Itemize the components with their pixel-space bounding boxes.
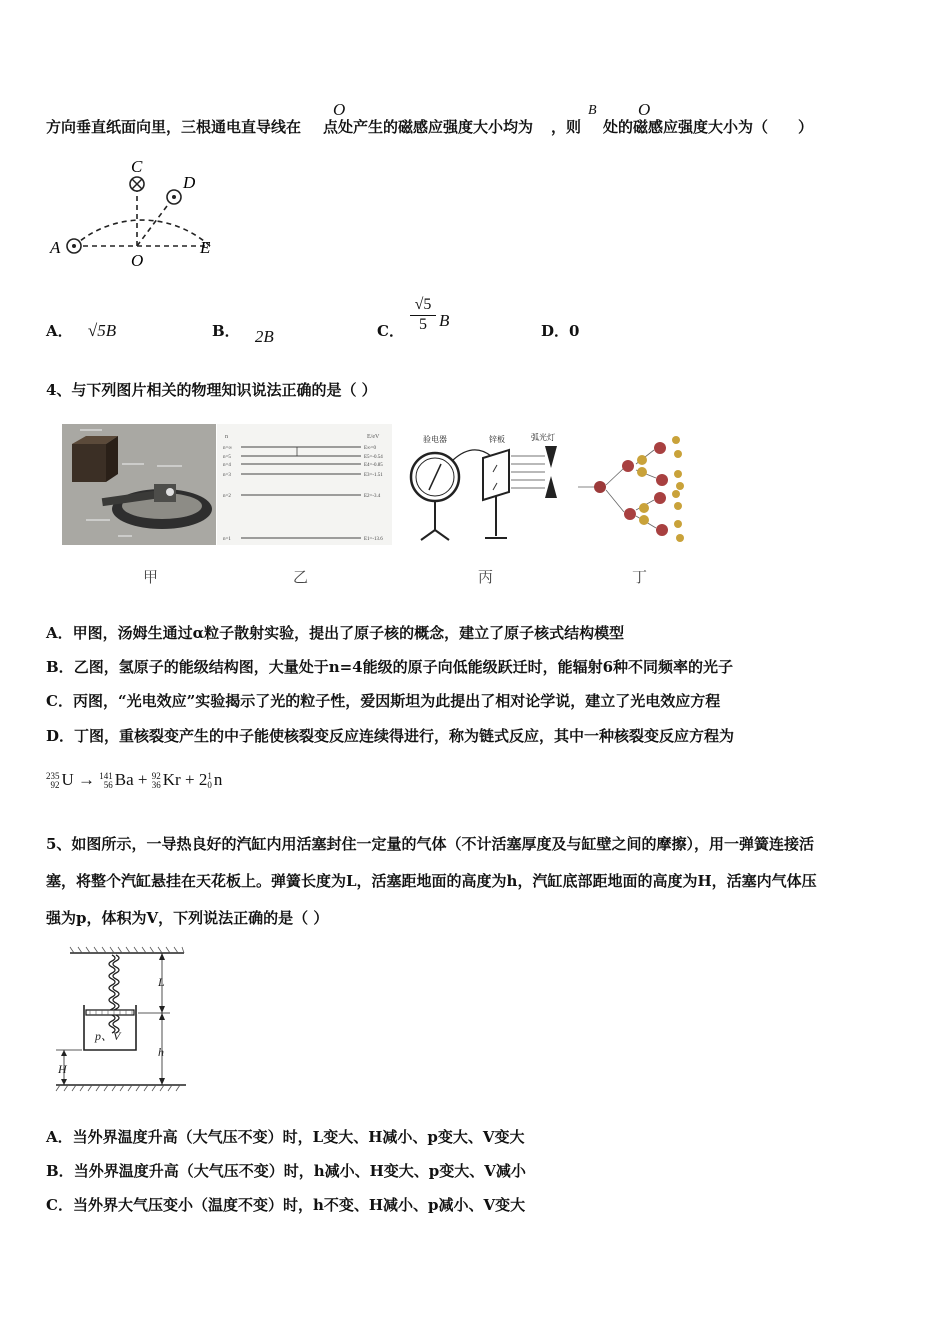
q4-stem: 4、与下列图片相关的物理知识说法正确的是（ ） — [46, 381, 377, 399]
q3-label-c: C — [131, 157, 143, 176]
q3-option-c-denominator: 5 — [419, 316, 427, 333]
q5-option-a[interactable] — [46, 1126, 525, 1147]
q3-option-a[interactable] — [46, 320, 116, 341]
caption-bing: 丙 — [478, 568, 494, 586]
arc-lamp-icon — [545, 446, 557, 498]
q3-symbol-o2: O — [638, 100, 651, 119]
q4-option-d-text: 丁图，重核裂变产生的中子能使核裂变反应连续得进行，称为链式反应，其中一种核裂变反应方程为 — [74, 727, 735, 745]
q3-option-b[interactable] — [212, 320, 274, 346]
fission-nuclei-icon — [594, 436, 684, 542]
q4-image-bing-photoelectric — [405, 432, 570, 550]
q3-option-a-value: √5B — [87, 321, 117, 340]
yi-e-4: E4=-0.85 — [364, 463, 383, 468]
q3-option-d-value: 0 — [569, 322, 580, 340]
n-mass: 1 — [207, 771, 212, 782]
bing-label-lamp: 弧光灯 — [531, 433, 555, 442]
q4-option-b[interactable] — [46, 656, 733, 677]
q3-label-d: D — [183, 173, 196, 192]
q4-option-c-text: 丙图，“光电效应”实验揭示了光的粒子性，爱因斯坦为此提出了相对论学说，建立了光电效应方程 — [72, 692, 721, 710]
q3-option-c-var: B — [439, 311, 450, 330]
kr-symbol: Kr — [162, 770, 181, 789]
q3-stem-part3: ，则 — [551, 118, 582, 136]
q3-stem — [46, 116, 813, 137]
q4-option-a-text: 甲图，汤姆生通过α粒子散射实验，提出了原子核的概念，建立了原子核式结构模型 — [72, 624, 625, 642]
q3-option-d[interactable] — [541, 320, 579, 341]
caption-jia: 甲 — [143, 568, 159, 586]
bing-label-electroscope: 验电器 — [423, 435, 447, 444]
q5-option-a-letter: A． — [46, 1128, 73, 1146]
q4-option-c[interactable] — [46, 690, 720, 711]
wire-c-in-icon — [130, 177, 144, 191]
q4-image-ding-chain-reaction — [572, 430, 697, 548]
q3-symbol-b: B — [588, 103, 597, 118]
plus-1: + — [137, 770, 148, 789]
wire-a-out-icon — [67, 239, 81, 253]
q3-semicircle — [74, 220, 210, 246]
reaction-arrow: → — [78, 770, 96, 789]
u-symbol: U — [61, 770, 74, 789]
q5-option-c-letter: C． — [46, 1196, 73, 1214]
yi-n-2: n=2 — [223, 494, 231, 499]
q5-option-b-letter: B． — [46, 1162, 74, 1180]
ba-isotope — [99, 772, 113, 790]
q4-option-a[interactable] — [46, 622, 624, 643]
yi-n-5: n=5 — [223, 455, 231, 460]
q4-option-a-letter: A． — [46, 624, 73, 642]
q3-stem-part1: 方向垂直纸面向里，三根通电直导线在 — [46, 118, 302, 136]
q5-label-big-h: H — [58, 1062, 67, 1076]
q5-stem-line2: 塞，将整个汽缸悬挂在天花板上。弹簧长度为L，活塞距地面的高度为h，汽缸底部距地面的高度为H，活塞内气体压 — [46, 872, 817, 890]
q3-label-o: O — [131, 251, 144, 270]
q3-option-a-letter: A． — [46, 322, 73, 340]
yi-e-2: E2=-3.4 — [364, 494, 381, 499]
q3-option-c-fraction — [410, 296, 436, 334]
n-symbol: n — [213, 770, 223, 789]
q4-option-c-letter: C． — [46, 692, 73, 710]
yi-e-5: E5=-0.54 — [364, 455, 383, 460]
u-mass: 235 — [46, 771, 60, 782]
q5-option-b[interactable] — [46, 1160, 526, 1181]
q4-option-b-letter: B． — [46, 658, 74, 676]
q3-option-b-letter: B． — [212, 322, 240, 340]
q4-image-jia — [62, 424, 216, 545]
n-isotope — [207, 772, 212, 790]
q3-symbol-o1: O — [333, 100, 346, 119]
yi-n-3: n=3 — [223, 473, 231, 478]
q4-option-d-letter: D． — [46, 727, 75, 745]
ba-z: 56 — [103, 780, 113, 791]
plus-2: + — [184, 770, 195, 789]
q3-wire-figure — [40, 155, 230, 270]
q5-label-pv: p、V — [95, 1029, 121, 1043]
lead-box-icon — [72, 444, 106, 482]
yi-n-1: n=1 — [223, 537, 231, 542]
wire-d-out-icon — [167, 190, 181, 204]
n-z: 0 — [207, 780, 212, 791]
yi-e-3: E3=-1.51 — [364, 473, 383, 478]
kr-isotope — [152, 772, 161, 790]
fission-equation — [46, 770, 222, 790]
q5-label-h: h — [158, 1045, 164, 1059]
kr-mass: 92 — [151, 771, 161, 782]
spring-icon — [109, 955, 115, 1033]
q3-option-b-value: 2B — [254, 327, 274, 346]
q5-option-a-text: 当外界温度升高（大气压不变）时，L变大、H减小、p变大、V变大 — [72, 1128, 525, 1146]
q4-option-b-text: 乙图，氢原子的能级结构图，大量处于n=4能级的原子向低能级跃迁时，能辐射6种不同频率的光子 — [73, 658, 734, 676]
piston-icon — [86, 1010, 134, 1015]
ba-mass: 141 — [99, 771, 113, 782]
q3-option-c-letter: C． — [377, 322, 404, 340]
q5-option-c[interactable] — [46, 1194, 525, 1215]
yi-e-1: E1=-13.6 — [364, 537, 383, 542]
q3-line-od — [137, 198, 173, 246]
caption-ding: 丁 — [632, 568, 648, 586]
q3-label-a: A — [50, 238, 61, 257]
q3-label-e: E — [200, 238, 211, 257]
light-rays — [511, 456, 545, 488]
yi-e-inf: E∞=0 — [364, 446, 376, 451]
q5-option-c-text: 当外界大气压变小（温度不变）时，h不变、H减小、p减小、V变大 — [72, 1196, 526, 1214]
q4-option-d[interactable] — [46, 725, 734, 746]
q3-stem-part4: 处的磁感应强度大小为（ ） — [603, 118, 814, 136]
zinc-plate-icon — [483, 450, 509, 538]
u-isotope — [46, 772, 60, 790]
yi-header-e: E/eV — [367, 434, 380, 440]
yi-n-inf: n=∞ — [223, 446, 232, 451]
yi-header-n: n — [225, 434, 228, 440]
q5-stem-line1: 5、如图所示，一导热良好的汽缸内用活塞封住一定量的气体（不计活塞厚度及与缸壁之间的摩擦），用一弹簧连接活 — [46, 835, 814, 853]
q3-option-d-letter: D． — [541, 322, 570, 340]
caption-yi: 乙 — [293, 568, 309, 586]
u-z: 92 — [50, 780, 60, 791]
q3-stem-part2: 点处产生的磁感应强度大小均为 — [323, 118, 534, 136]
q3-option-c-numerator: √5 — [410, 296, 436, 316]
neutron-coefficient: 2 — [198, 770, 208, 789]
q5-cylinder-figure — [54, 943, 189, 1093]
yi-n-4: n=4 — [223, 463, 231, 468]
q3-option-c[interactable] — [377, 320, 404, 341]
q4-image-yi-energy-levels — [217, 424, 392, 545]
q5-stem-line3: 强为p，体积为V，下列说法正确的是（ ） — [46, 909, 329, 927]
ba-symbol: Ba — [114, 770, 134, 789]
kr-z: 36 — [151, 780, 161, 791]
bing-label-zinc: 锌板 — [489, 435, 505, 444]
electroscope-icon — [411, 453, 459, 540]
q5-option-b-text: 当外界温度升高（大气压不变）时，h减小、H变大、p变大、V减小 — [73, 1162, 526, 1180]
q5-label-l: L — [158, 975, 165, 989]
